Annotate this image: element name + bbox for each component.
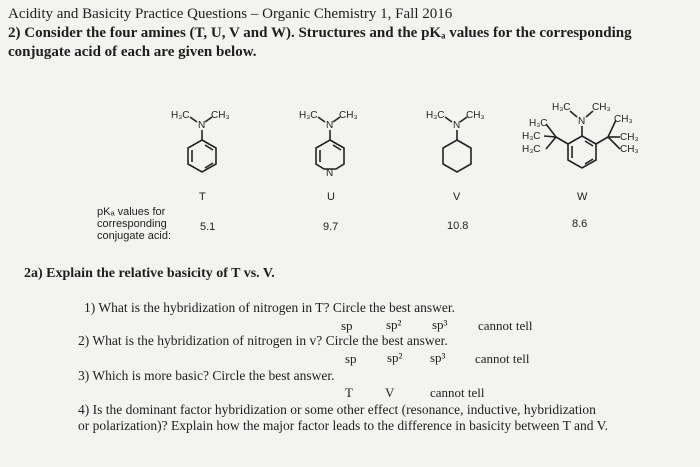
structure-t [171,110,230,172]
q1-option-cannot-tell[interactable]: cannot tell [478,318,533,333]
w-h3c-top-label: H₃C [552,102,571,113]
w-ch3-right1-label: CH₃ [614,114,633,125]
pka-label-line-1: pKₐ values for [97,206,166,218]
q2a-item-4-line-1: 4) Is the dominant factor hybridization or some other effect (resonance, inductive, hybridization [78,402,596,417]
pka-value-t: 5.1 [200,221,216,233]
structure-u [299,110,358,179]
q2-option-sp3[interactable]: sp³ [430,350,446,365]
structure-v [426,110,485,172]
q2a-item-2-question: 2) What is the hybridization of nitrogen in v? Circle the best answer. [78,333,448,348]
q2a-item-1-question: 1) What is the hybridization of nitrogen in T? Circle the best answer. [84,300,456,315]
u-ch3-label: CH₃ [339,110,358,121]
q1-option-sp2[interactable]: sp² [386,317,402,332]
q2a-item-3-question: 3) Which is more basic? Circle the best answer. [78,368,335,383]
u-n-label: N [326,120,334,131]
question-2a-title: 2a) Explain the relative basicity of T vs. V. [24,266,275,281]
w-h3c-left1-label: H₃C [529,118,548,129]
label-w: W [577,191,588,203]
q1-option-sp3[interactable]: sp³ [432,317,448,332]
pka-label-line-2: corresponding [97,218,167,230]
label-v: V [453,191,461,203]
q3-option-t[interactable]: T [345,385,353,400]
v-h3c-label: H₃C [426,110,445,121]
q2a-item-4-line-2: or polarization)? Explain how the major factor leads to the difference in basicity between T and V. [78,418,608,433]
w-h3c-left2-label: H₃C [522,131,541,142]
worksheet-title: Acidity and Basicity Practice Questions – Organic Chemistry 1, Fall 2016 [8,6,453,22]
t-n-label: N [198,120,206,131]
v-ch3-label: CH₃ [466,110,485,121]
pka-value-v: 10.8 [447,220,469,232]
q2-option-cannot-tell[interactable]: cannot tell [475,351,530,366]
q3-option-v[interactable]: V [385,385,395,400]
u-ring-n-label: N [326,168,334,179]
w-n-label: N [578,116,586,127]
pka-value-u: 9.7 [323,221,339,233]
q2-option-sp2[interactable]: sp² [387,350,403,365]
w-ch3-right2-label: CH₃ [620,132,639,143]
question-2-line-1: 2) Consider the four amines (T, U, V and W). Structures and the pKₐ values for the corresponding [8,25,632,41]
q3-option-cannot-tell[interactable]: cannot tell [430,385,485,400]
structure-w [522,102,639,168]
q1-option-sp[interactable]: sp [341,318,353,333]
question-2-line-2: conjugate acid of each are given below. [8,44,257,60]
label-u: U [327,191,335,203]
w-ch3-right3-label: CH₃ [620,144,639,155]
q2-option-sp[interactable]: sp [345,351,357,366]
label-t: T [199,191,206,203]
v-n-label: N [453,120,461,131]
pka-label-line-3: conjugate acid: [97,230,171,242]
pka-value-w: 8.6 [572,218,588,230]
t-ch3-label: CH₃ [211,110,230,121]
t-h3c-label: H₃C [171,110,190,121]
u-h3c-label: H₃C [299,110,318,121]
w-ch3-top-label: CH₃ [592,102,611,113]
w-h3c-left3-label: H₃C [522,144,541,155]
